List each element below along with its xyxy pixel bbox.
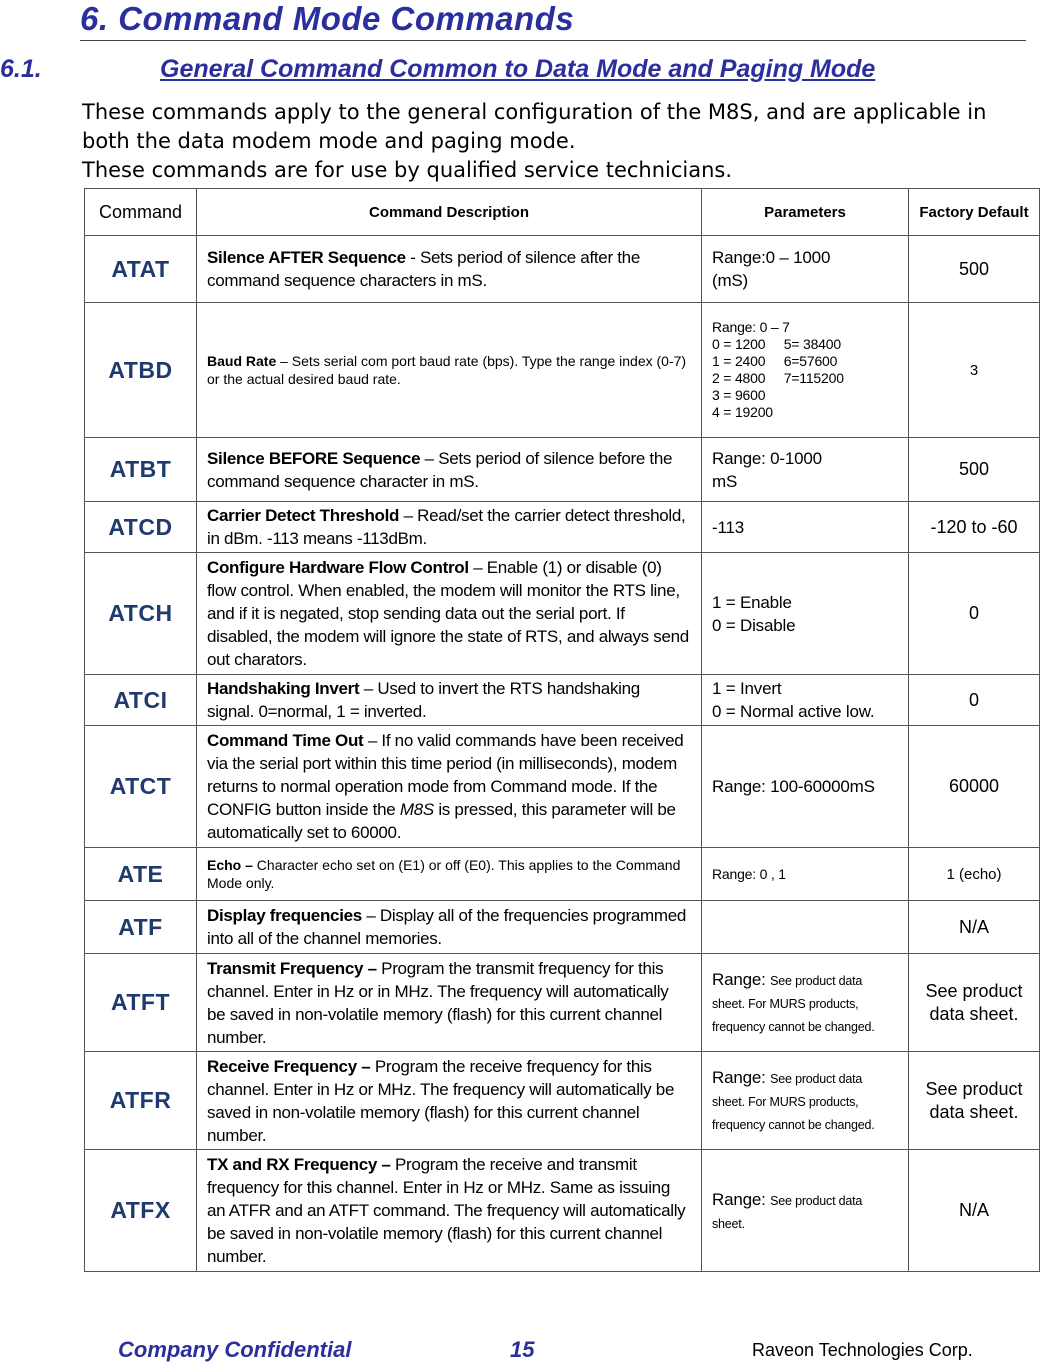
command-description	[197, 438, 702, 502]
description-text: Character echo set on (E1) or off (E0). This applies to the Command Mode only.	[207, 857, 681, 891]
command-name: ATF	[85, 901, 197, 954]
command-parameters: Range:0 – 1000 (mS)	[702, 236, 909, 303]
command-name: ATFR	[85, 1052, 197, 1150]
command-description	[197, 1150, 702, 1272]
description-title: Silence BEFORE Sequence	[207, 448, 421, 468]
command-name: ATE	[85, 848, 197, 901]
factory-default: N/A	[909, 901, 1040, 954]
command-parameters	[702, 1150, 909, 1272]
command-parameters	[702, 1052, 909, 1150]
description-title: Command Time Out	[207, 731, 364, 750]
description-title: Handshaking Invert	[207, 679, 360, 698]
description-text: Program the transmit frequency for this channel. Enter in Hz or in MHz. The frequency will automatically be saved in non-volatile memory (flash) for this current channel number.	[207, 958, 669, 1047]
factory-default: See product data sheet.	[909, 1052, 1040, 1150]
factory-default: 60000	[909, 726, 1040, 848]
command-description	[197, 236, 702, 303]
header-command: Command	[85, 189, 197, 236]
description-title: Echo –	[207, 857, 253, 873]
command-name: ATCI	[85, 675, 197, 726]
description-text: – Sets period of silence before the command sequence character in mS.	[207, 448, 673, 491]
command-description	[197, 553, 702, 675]
table-row	[85, 848, 1040, 901]
command-parameters	[702, 901, 909, 954]
table-row	[85, 553, 1040, 675]
command-description	[197, 502, 702, 553]
command-parameters: 1 = Invert 0 = Normal active low.	[702, 675, 909, 726]
factory-default: -120 to -60	[909, 502, 1040, 553]
table-row	[85, 675, 1040, 726]
command-parameters: Range: 0-1000 mS	[702, 438, 909, 502]
description-emphasis: M8S	[399, 800, 434, 819]
subsection-number: 6.1.	[0, 55, 42, 83]
command-name: ATBD	[85, 303, 197, 438]
factory-default: 3	[909, 303, 1040, 438]
param-note: See product data sheet. For MURS products, frequency cannot be changed.	[712, 974, 875, 1034]
command-parameters: Range: 100-60000mS	[702, 726, 909, 848]
command-description	[197, 675, 702, 726]
description-title: Display frequencies	[207, 906, 362, 925]
table-header-row	[85, 189, 1040, 236]
table-row	[85, 954, 1040, 1052]
factory-default: See product data sheet.	[909, 954, 1040, 1052]
command-name: ATAT	[85, 236, 197, 303]
intro-paragraph-2: These commands are for use by qualified service technicians.	[82, 158, 733, 182]
footer-company: Raveon Technologies Corp.	[752, 1340, 973, 1360]
param-note: See product data sheet.	[712, 1193, 863, 1231]
description-title: Receive Frequency –	[207, 1056, 371, 1076]
description-title: Baud Rate	[207, 353, 277, 369]
command-description	[197, 954, 702, 1052]
command-description	[197, 726, 702, 848]
header-default: Factory Default	[909, 189, 1040, 236]
description-text: – Enable (1) or disable (0) flow control. When enabled, the modem will monitor the RTS line, and if it is negated, stop sending data out the serial port. If disabled, the modem will ignore the state of RTS, and always send out charators.	[207, 558, 689, 669]
section-divider	[80, 40, 1026, 41]
factory-default: 0	[909, 553, 1040, 675]
description-title: Configure Hardware Flow Control	[207, 558, 469, 577]
description-text: – Sets serial com port baud rate (bps). Type the range index (0-7) or the actual desired baud rate.	[207, 353, 687, 387]
description-text: – Read/set the carrier detect threshold, in dBm. -113 means -113dBm.	[207, 506, 686, 548]
param-note: See product data sheet. For MURS products, frequency cannot be changed.	[712, 1072, 875, 1132]
table-row	[85, 438, 1040, 502]
param-label: Range:	[712, 970, 771, 989]
header-parameters: Parameters	[702, 189, 909, 236]
command-parameters: Range: 0 – 7 0 = 1200 5= 38400 1 = 2400 6=57600 2 = 4800 7=115200 3 = 9600 4 = 19200	[702, 303, 909, 438]
factory-default: 500	[909, 236, 1040, 303]
command-parameters: -113	[702, 502, 909, 553]
command-name: ATFT	[85, 954, 197, 1052]
command-parameters	[702, 954, 909, 1052]
factory-default: 500	[909, 438, 1040, 502]
description-title: Transmit Frequency –	[207, 958, 377, 978]
table-row	[85, 1052, 1040, 1150]
description-text: is pressed, this parameter will be automatically set to 60000.	[207, 800, 676, 842]
description-title: Carrier Detect Threshold	[207, 506, 400, 525]
description-title: Silence AFTER Sequence	[207, 248, 406, 267]
table-row	[85, 1150, 1040, 1272]
command-name: ATCT	[85, 726, 197, 848]
description-text: - Sets period of silence after the command sequence characters in mS.	[207, 248, 640, 290]
footer-confidential: Company Confidential	[118, 1337, 352, 1362]
factory-default: N/A	[909, 1150, 1040, 1272]
command-parameters: Range: 0 , 1	[702, 848, 909, 901]
page-number: 15	[510, 1337, 535, 1362]
command-description	[197, 1052, 702, 1150]
command-table	[84, 188, 1040, 1272]
description-text: Program the receive frequency for this channel. Enter in Hz or MHz. The frequency will automatically be saved in non-volatile memory (flash) for this current channel number.	[207, 1056, 675, 1145]
param-label: Range:	[712, 1068, 771, 1087]
command-name: ATFX	[85, 1150, 197, 1272]
command-description	[197, 901, 702, 954]
description-title: TX and RX Frequency –	[207, 1155, 391, 1174]
table-row	[85, 236, 1040, 303]
subsection-title: General Command Common to Data Mode and Paging Mode	[160, 55, 876, 83]
description-text: – If no valid commands have been received via the serial port within this time period (in milliseconds), modem returns to normal operation mode from Command mode. If the CONFIG button inside the	[207, 731, 684, 819]
command-name: ATCH	[85, 553, 197, 675]
description-text: – Used to invert the RTS handshaking signal. 0=normal, 1 = inverted.	[207, 679, 640, 721]
command-name: ATBT	[85, 438, 197, 502]
intro-text	[82, 98, 1022, 185]
table-row	[85, 303, 1040, 438]
factory-default: 0	[909, 675, 1040, 726]
description-text: – Display all of the frequencies programmed into all of the channel memories.	[207, 906, 687, 948]
section-title: 6. Command Mode Commands	[80, 0, 575, 37]
command-name: ATCD	[85, 502, 197, 553]
param-label: Range:	[712, 1189, 771, 1209]
intro-paragraph-1: These commands apply to the general configuration of the M8S, and are applicable in both the data modem mode and paging mode.	[82, 100, 987, 153]
command-parameters: 1 = Enable 0 = Disable	[702, 553, 909, 675]
description-text: Program the receive and transmit frequency for this channel. Enter in Hz or MHz. Same as issuing an ATFR and an ATFT command. The frequency will automatically be saved in non-volatile memory (flash) for this current channel number.	[207, 1155, 686, 1266]
factory-default: 1 (echo)	[909, 848, 1040, 901]
table-row	[85, 502, 1040, 553]
command-description	[197, 303, 702, 438]
command-description	[197, 848, 702, 901]
header-description: Command Description	[197, 189, 702, 236]
table-row	[85, 901, 1040, 954]
table-row	[85, 726, 1040, 848]
